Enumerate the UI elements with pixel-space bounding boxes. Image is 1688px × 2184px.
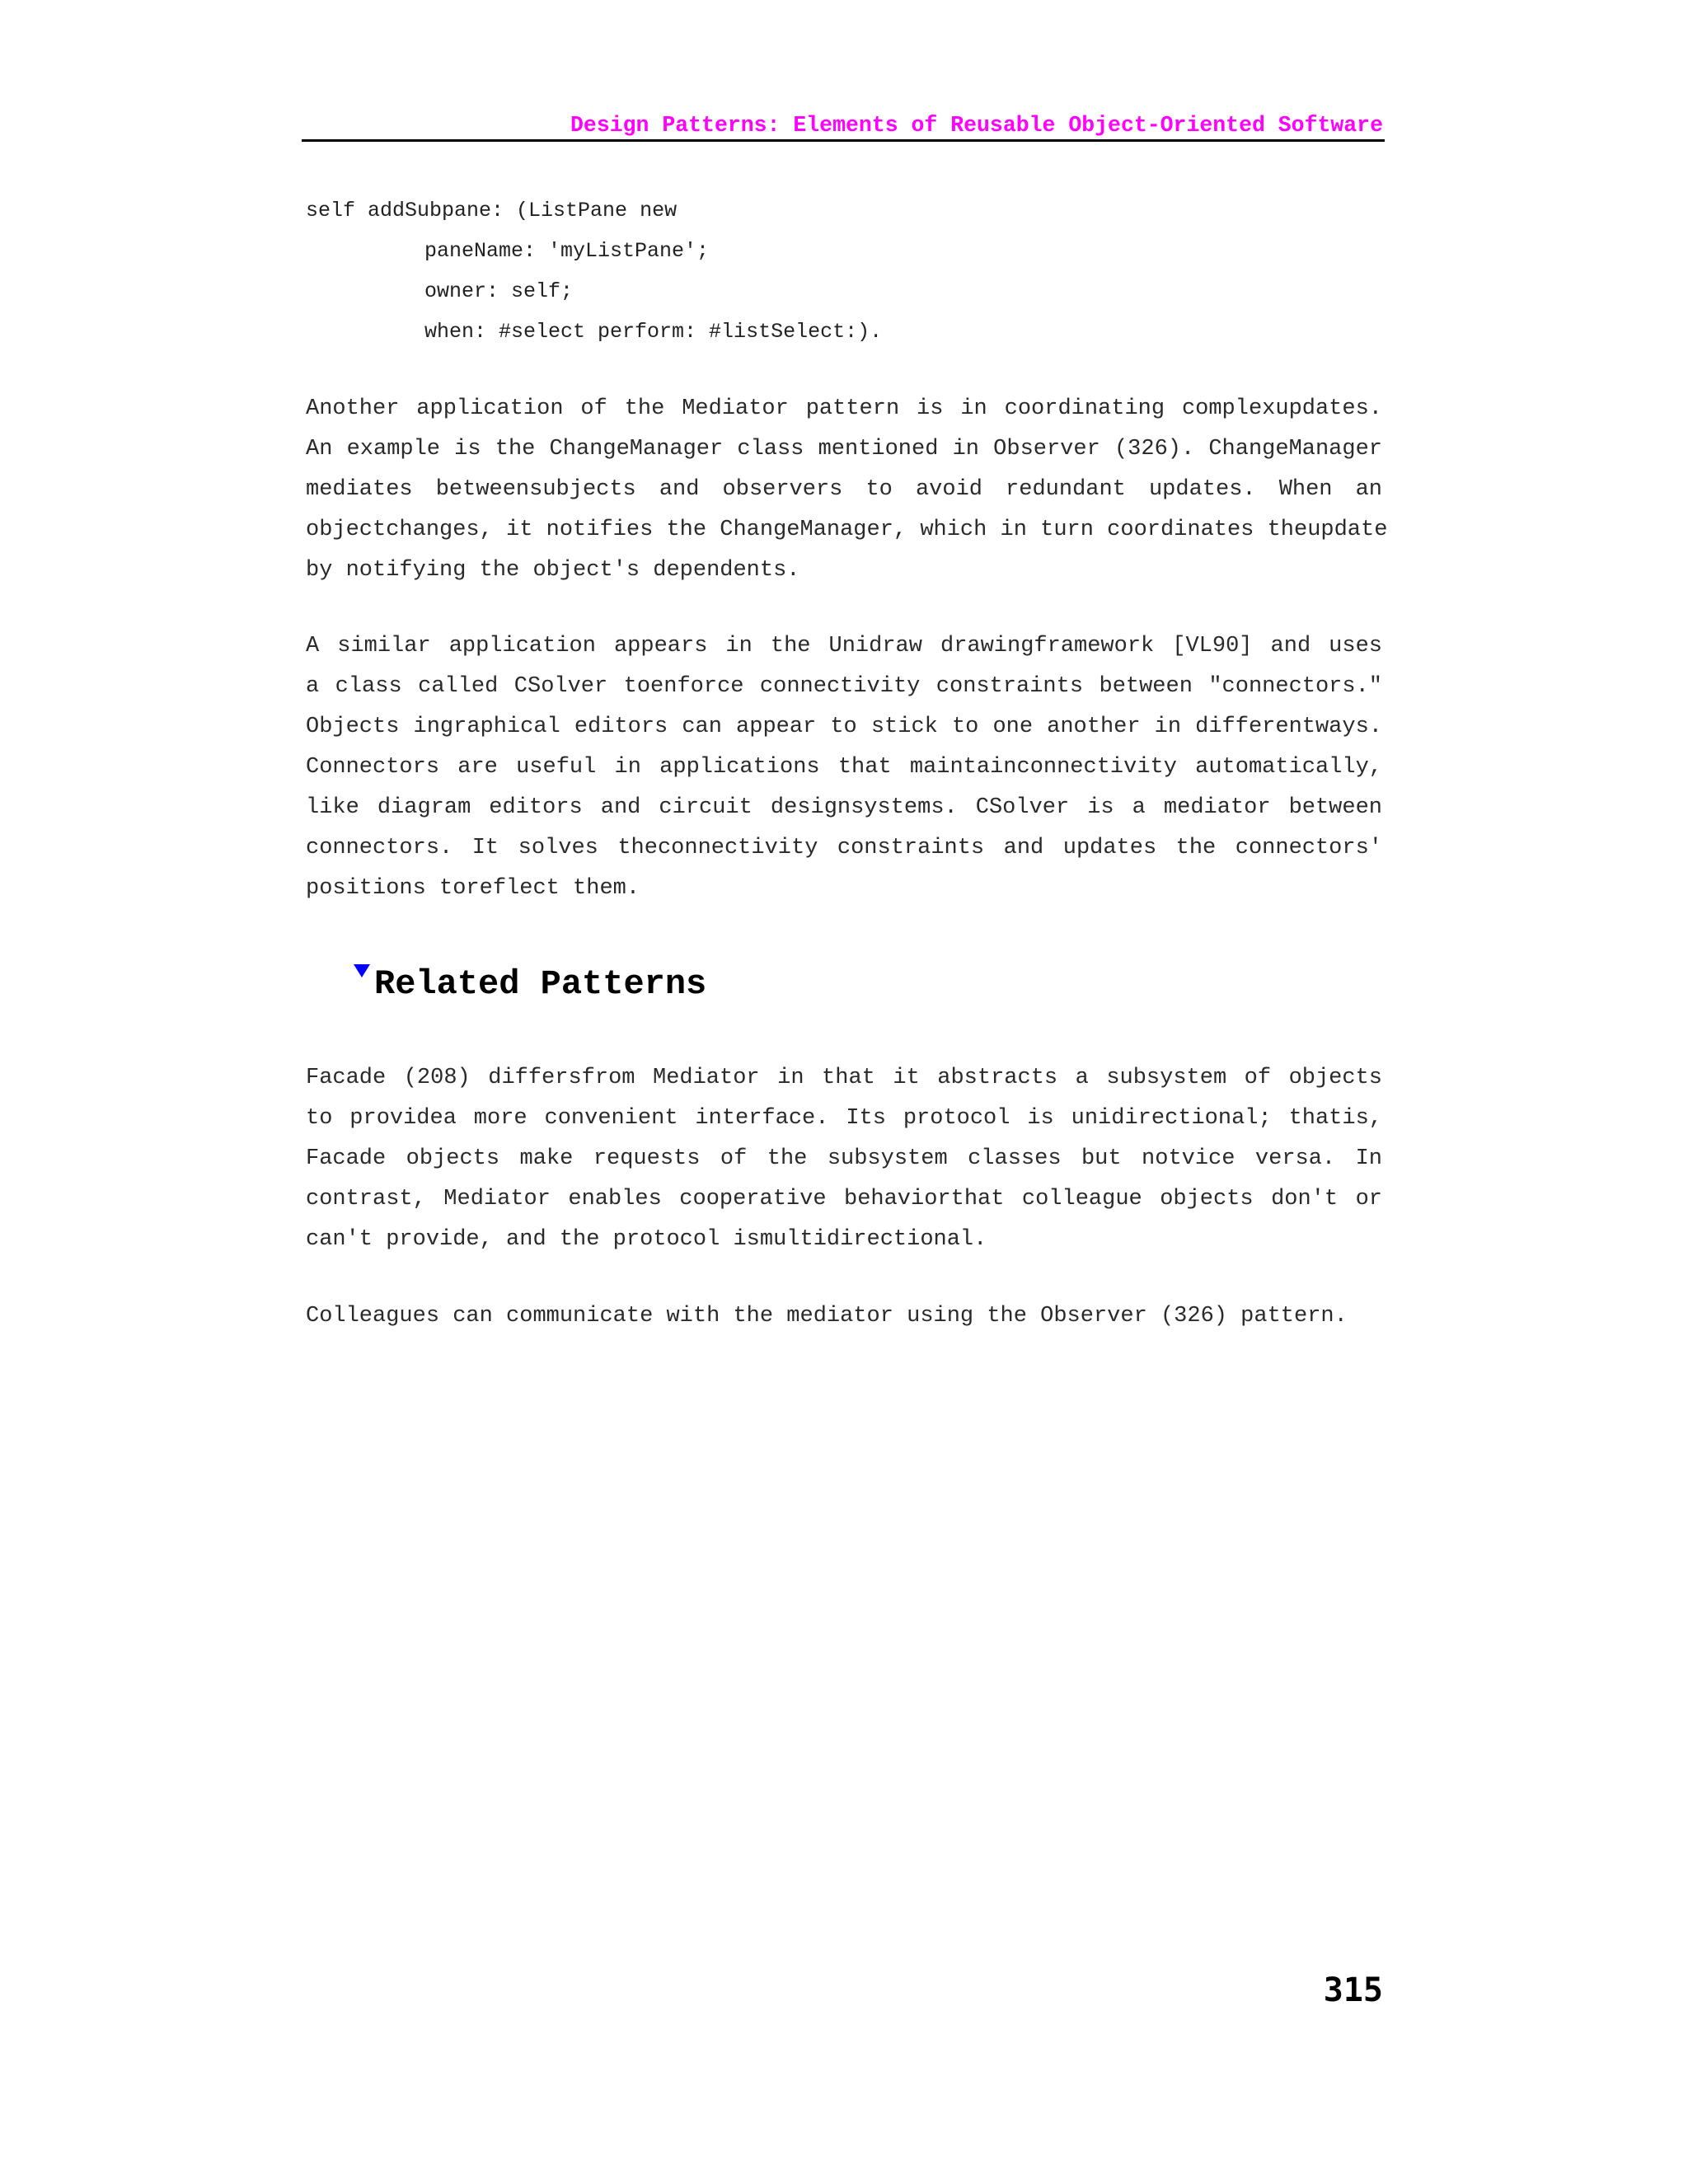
code-line: owner: self; — [424, 279, 574, 303]
text-line: contrast, Mediator enables cooperative behaviorthat colleague objects don't or — [306, 1187, 1382, 1212]
text-line: a class called CSolver toenforce connectivity constraints between "connectors." — [306, 674, 1382, 699]
code-line: self addSubpane: (ListPane new — [306, 199, 678, 223]
page-number: 315 — [1323, 1971, 1383, 2009]
code-line: when: #select perform: #listSelect:). — [424, 320, 883, 344]
text-line: A similar application appears in the Unidraw drawingframework [VL90] and uses — [306, 634, 1382, 658]
text-line: connectors. It solves theconnectivity constraints and updates the connectors' — [306, 836, 1382, 860]
code-example — [306, 190, 1377, 352]
text-line: Connectors are useful in applications that maintainconnectivity automatically, — [306, 755, 1382, 780]
text-line: mediates betweensubjects and observers to avoid redundant updates. When an — [306, 477, 1382, 502]
text-line: like diagram editors and circuit designsystems. CSolver is a mediator between — [306, 795, 1382, 820]
paragraph-facade — [306, 1058, 1382, 1260]
text-line: to providea more convenient interface. Its protocol is unidirectional; thatis, — [306, 1106, 1382, 1131]
text-line: Facade objects make requests of the subsystem classes but notvice versa. In — [306, 1146, 1382, 1171]
paragraph-change-manager — [306, 389, 1388, 591]
text-line: Objects ingraphical editors can appear to stick to one another in differentways. — [306, 715, 1382, 739]
text-line: Another application of the Mediator pattern is in coordinating complexupdates. — [306, 396, 1382, 421]
section-title: Related Patterns — [374, 964, 707, 1004]
section-heading-related-patterns — [353, 959, 706, 1009]
code-line: paneName: 'myListPane'; — [424, 239, 710, 263]
text-line: can't provide, and the protocol ismultidirectional. — [306, 1227, 987, 1252]
text-line: An example is the ChangeManager class mentioned in Observer (326). ChangeManager — [306, 437, 1382, 462]
paragraph-unidraw — [306, 626, 1382, 909]
text-line: by notifying the object's dependents. — [306, 558, 800, 583]
blue-triangle-down-icon[interactable] — [353, 963, 371, 979]
header-rule — [302, 139, 1385, 142]
running-header-title: Design Patterns: Elements of Reusable Object-Oriented Software — [570, 113, 1383, 138]
text-line: Facade (208) differsfrom Mediator in that it abstracts a subsystem of objects — [306, 1066, 1382, 1090]
paragraph-colleagues — [306, 1296, 1382, 1337]
text-line: Colleagues can communicate with the mediator using the Observer (326) pattern. — [306, 1304, 1348, 1329]
text-line: positions toreflect them. — [306, 876, 640, 901]
text-line: objectchanges, it notifies the ChangeManager, which in turn coordinates theupdate — [306, 518, 1388, 542]
